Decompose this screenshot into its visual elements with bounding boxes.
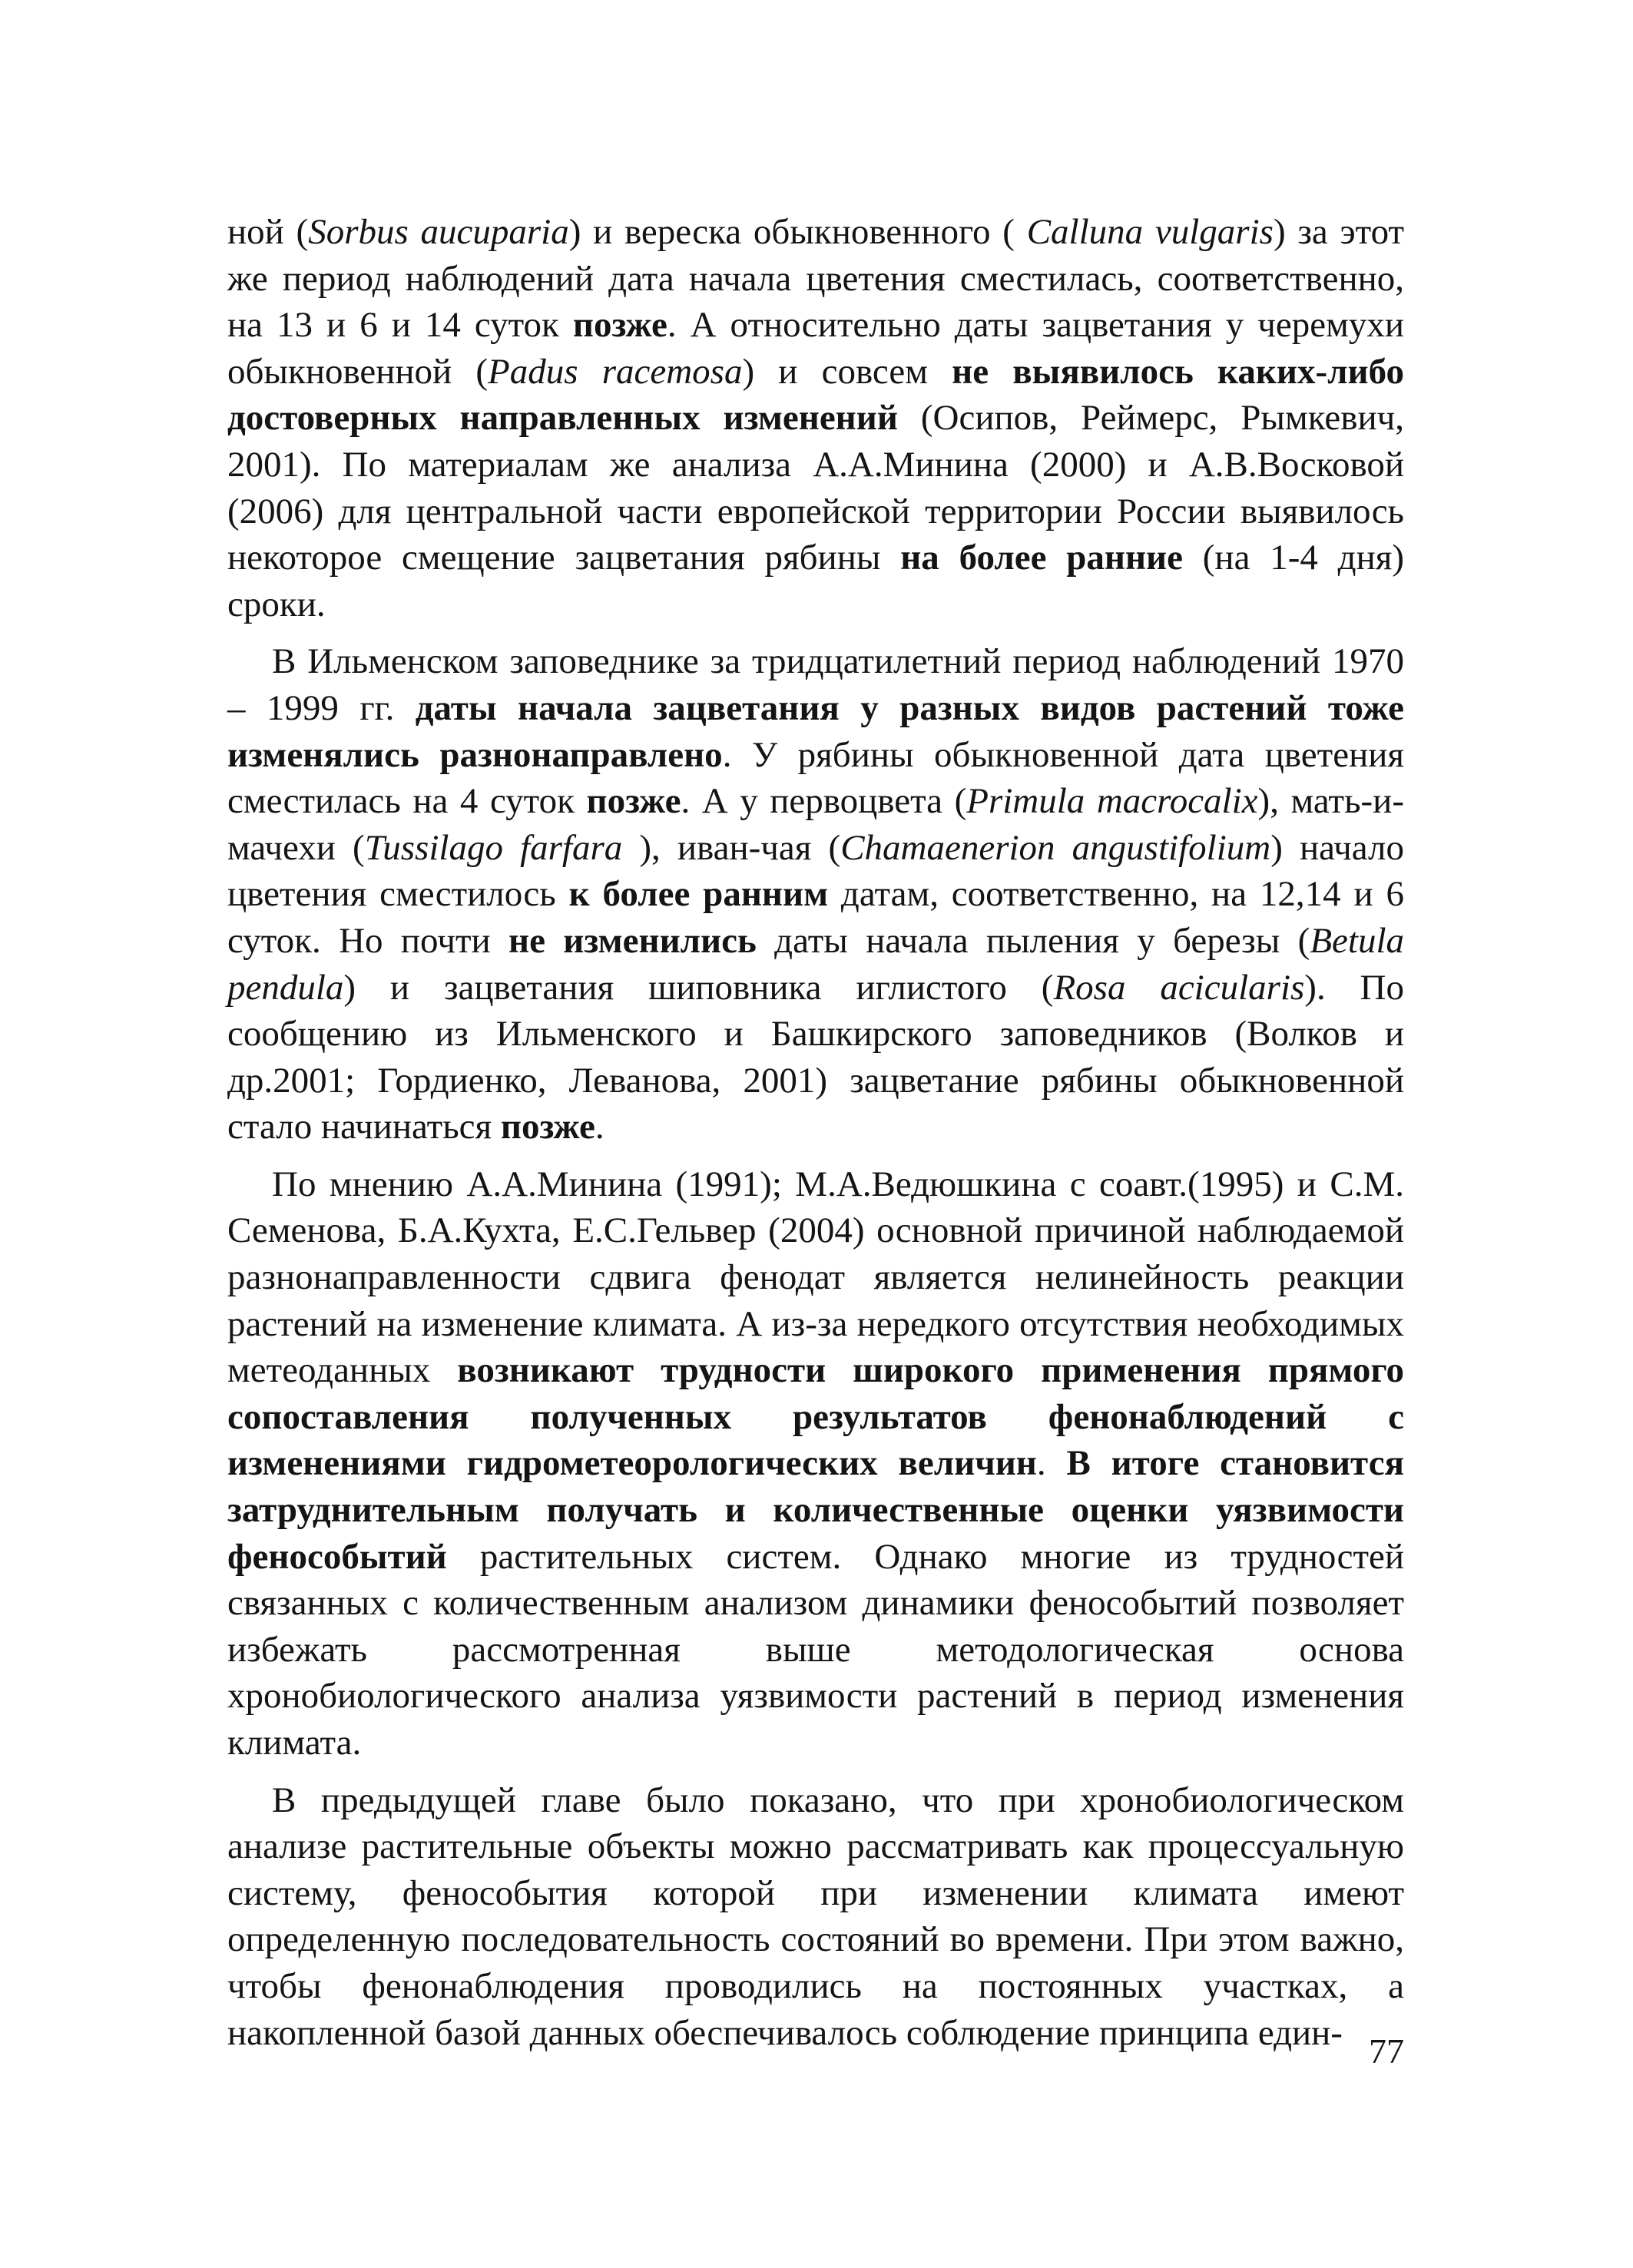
- text-run: В предыдущей главе было показано, что при хронобиологическом анализе растительные объекты можно рассматривать как процессуальную систему, феноcобытия которой при изменении климата имеют определенную последовательность состояний во времени. При этом важно, чтобы фенонаблюдения проводились на постоянных участках, а накопленной базой данных обеспечивалось соблюдение принципа един-: [227, 1780, 1404, 2053]
- page-number: 77: [1369, 2031, 1404, 2071]
- paragraph-2: [227, 638, 1404, 1151]
- italic-species-name: Betula pendula: [227, 920, 1404, 1008]
- bold-text: позже: [572, 305, 667, 346]
- text-run: ной (: [227, 212, 309, 252]
- bold-text: не изменились: [508, 920, 757, 961]
- text-run: растительных систем. Однако многие из трудностей связанных с количественным анализом динамики феноcобытий позволяет избежать рассмотренная выше методологическая основа хронобиологического анализа уязвимости растений в период изменения климата.: [227, 1536, 1404, 1763]
- paragraph-4: [227, 1777, 1404, 2057]
- body-text: [227, 209, 1404, 2067]
- italic-species-name: Chamaenerion angustifolium: [840, 827, 1271, 868]
- text-run: ), иван-чая (: [622, 827, 841, 868]
- bold-text: не выявилось каких-либо достоверных направленных изменений: [227, 351, 1404, 439]
- bold-text: позже: [586, 781, 681, 822]
- text-run: ) и совсем: [742, 351, 952, 392]
- text-run: даты начала пыления у березы (: [756, 920, 1310, 961]
- bold-text: даты начала зацветания у разных видов растений тоже изменялись разнонаправлено: [227, 687, 1404, 775]
- bold-text: позже: [500, 1107, 595, 1147]
- text-run: .: [595, 1107, 605, 1147]
- text-run: В Ильменском заповеднике за тридцатилетний период наблюдений 1970 – 1999 гг.: [227, 641, 1404, 728]
- italic-species-name: Calluna vulgaris: [1026, 212, 1274, 252]
- paragraph-1: [227, 209, 1404, 627]
- text-run: ). По сообщению из Ильменского и Башкирского заповедников (Волков и др.2001; Гордиенко, Леванова, 2001) зацветание рябины обыкновенной стало начинаться: [227, 967, 1404, 1147]
- text-run: . А у первоцвета (: [681, 781, 967, 822]
- text-run: .: [1036, 1443, 1067, 1484]
- text-run: (Осипов, Реймерс, Рымкевич, 2001). По материалам же анализа А.А.Минина (2000) и А.В.Восковой (2006) для центральной части европейской территории России выявилось некоторое смещение зацветания рябины: [227, 398, 1404, 578]
- paragraph-3: [227, 1161, 1404, 1766]
- italic-species-name: Primula macrocalix: [966, 781, 1258, 822]
- text-run: . А относительно даты зацветания у черемухи обыкновенной (: [227, 305, 1404, 392]
- text-run: По мнению А.А.Минина (1991); М.А.Ведюшкина с соавт.(1995) и С.М. Семенова, Б.А.Кухта, Е.С.Гельвер (2004) основной причиной наблюдаемой разнонаправленности сдвига фенодат является нелинейность реакции растений на изменение климата. А из-за нередкого отсутствия необходимых метеоданных: [227, 1164, 1404, 1391]
- bold-text: В итоге становится затруднительным получать и количественные оценки уязвимости феноcобытий: [227, 1443, 1404, 1577]
- text-run: ), мать-и-мачехи (: [227, 781, 1404, 868]
- text-run: (на 1-4 дня) сроки.: [227, 538, 1405, 624]
- text-run: датам, соответственно, на 12,14 и 6 суток. Но почти: [227, 874, 1404, 961]
- text-run: ) и зацветания шиповника иглистого (: [343, 967, 1054, 1008]
- bold-text: возникают трудности широкого применения прямого сопоставления полученных результатов фенонаблюдений с изменениями гидрометеорологических величин: [227, 1350, 1404, 1484]
- italic-species-name: Tussilago farfara: [364, 827, 623, 868]
- text-run: ) начало цветения сместилось: [227, 827, 1404, 915]
- italic-species-name: Padus racemosa: [488, 351, 743, 392]
- text-run: . У рябины обыкновенной дата цветения сместилась на 4 суток: [227, 734, 1404, 822]
- italic-species-name: Rosa acicularis: [1053, 967, 1305, 1008]
- text-run: ) за этот же период наблюдений дата начала цветения сместилась, соответственно, на 13 и 6 и 14 суток: [227, 212, 1405, 346]
- bold-text: на более ранние: [900, 538, 1183, 578]
- bold-text: к более ранним: [568, 874, 829, 915]
- text-run: ) и вереска обыкновенного (: [568, 212, 1027, 252]
- italic-species-name: Sorbus aucuparia: [308, 212, 569, 252]
